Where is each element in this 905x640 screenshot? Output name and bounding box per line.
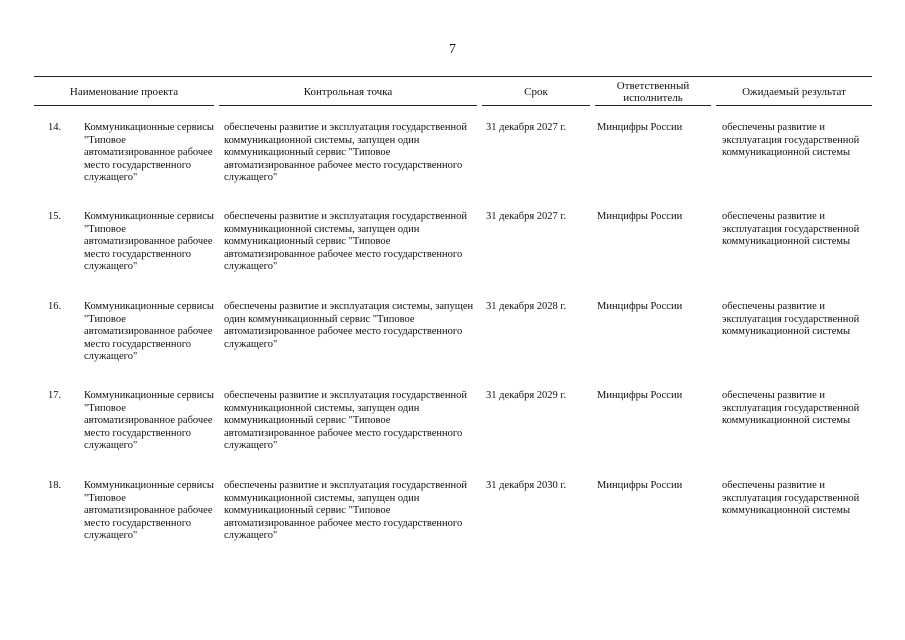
row-control-point: обеспечены развитие и эксплуатация государственной коммуникационной системы, запущен один коммуникационный сервис "Типовое автоматизированное рабочее место государственного служащего" [224,480,467,542]
row-expected-result: обеспечены развитие и эксплуатация государственной коммуникационной системы [722,122,860,159]
row-project-name: Коммуникационные сервисы "Типовое автоматизированное рабочее место государственного служащего" [84,211,214,273]
row-control-point: обеспечены развитие и эксплуатация системы, запущен один коммуникационный сервис "Типовое автоматизированное рабочее место государственного служащего" [224,301,474,350]
row-deadline: 31 декабря 2027 г. [486,211,567,222]
row-expected-result: обеспечены развитие и эксплуатация государственной коммуникационной системы [722,480,860,517]
table-row [34,390,872,474]
table-row [34,480,872,564]
row-number: 16. [48,301,62,312]
row-responsible: Минцифры России [597,211,683,222]
header-deadline: Срок [482,77,590,106]
row-expected-result: обеспечены развитие и эксплуатация государственной коммуникационной системы [722,211,860,248]
row-responsible: Минцифры России [597,122,683,133]
row-number: 14. [48,122,62,133]
row-deadline: 31 декабря 2027 г. [486,122,567,133]
row-expected-result: обеспечены развитие и эксплуатация государственной коммуникационной системы [722,390,860,427]
header-expected-result: Ожидаемый результат [716,77,872,106]
row-deadline: 31 декабря 2030 г. [486,480,567,491]
page-number: 7 [449,42,456,57]
row-deadline: 31 декабря 2028 г. [486,301,567,312]
row-project-name: Коммуникационные сервисы "Типовое автоматизированное рабочее место государственного служащего" [84,301,214,363]
header-project-name: Наименование проекта [34,77,214,106]
row-responsible: Минцифры России [597,480,683,491]
header-responsible: Ответственный исполнитель [595,77,711,106]
row-responsible: Минцифры России [597,390,683,401]
row-expected-result: обеспечены развитие и эксплуатация государственной коммуникационной системы [722,301,860,338]
row-control-point: обеспечены развитие и эксплуатация государственной коммуникационной системы, запущен один коммуникационный сервис "Типовое автоматизированное рабочее место государственного служащего" [224,211,467,273]
project-table [34,76,872,542]
row-number: 18. [48,480,62,491]
row-control-point: обеспечены развитие и эксплуатация государственной коммуникационной системы, запущен один коммуникационный сервис "Типовое автоматизированное рабочее место государственного служащего" [224,122,467,184]
table-row [34,122,872,206]
row-responsible: Минцифры России [597,301,683,312]
row-deadline: 31 декабря 2029 г. [486,390,567,401]
table-row [34,301,872,385]
row-number: 15. [48,211,62,222]
table-row [34,211,872,295]
row-control-point: обеспечены развитие и эксплуатация государственной коммуникационной системы, запущен один коммуникационный сервис "Типовое автоматизированное рабочее место государственного служащего" [224,390,467,452]
row-project-name: Коммуникационные сервисы "Типовое автоматизированное рабочее место государственного служащего" [84,122,214,184]
header-control-point: Контрольная точка [219,77,477,106]
table-header [34,76,872,106]
row-number: 17. [48,390,62,401]
row-project-name: Коммуникационные сервисы "Типовое автоматизированное рабочее место государственного служащего" [84,480,214,542]
row-project-name: Коммуникационные сервисы "Типовое автоматизированное рабочее место государственного служащего" [84,390,214,452]
